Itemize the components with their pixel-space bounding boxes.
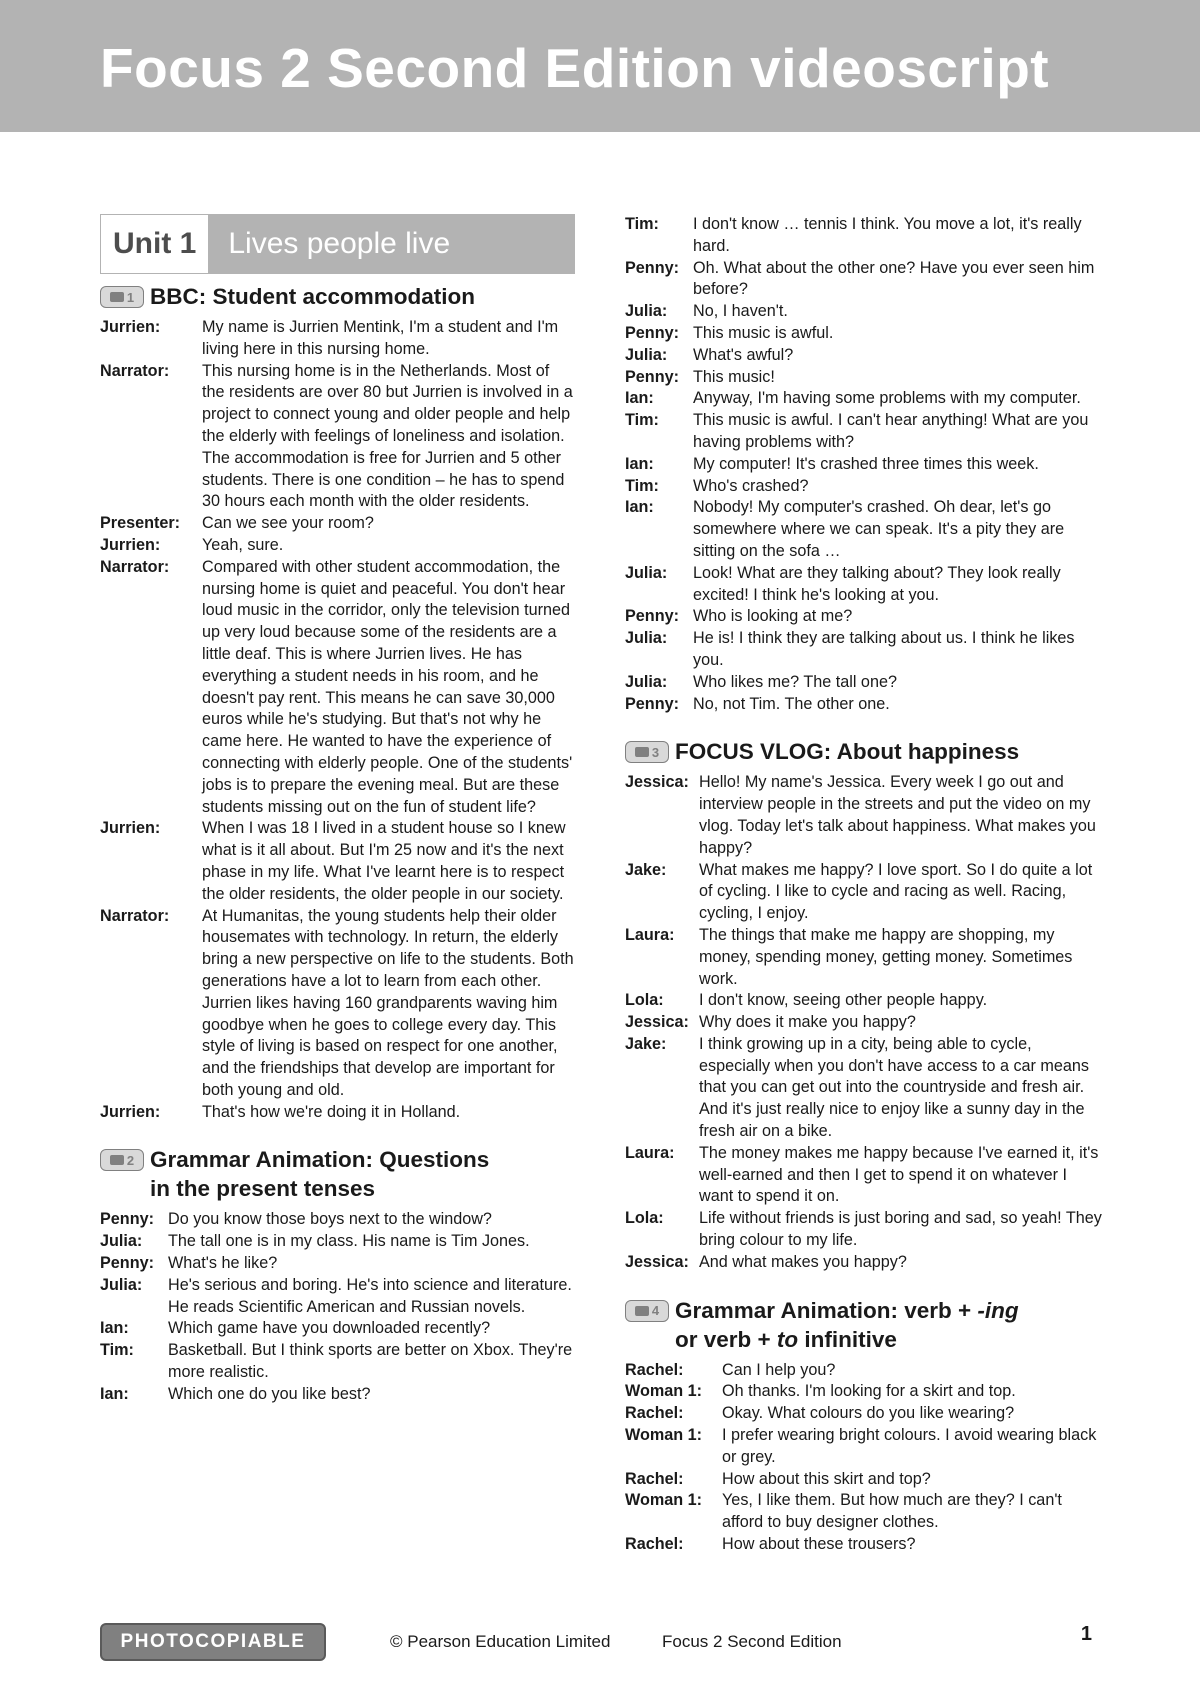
header-banner [0, 0, 1200, 132]
script-line [625, 1143, 1105, 1208]
dialogue-text: Which one do you like best? [168, 1384, 371, 1403]
speaker-name: Ian: [625, 498, 654, 517]
speaker-name: Julia: [625, 302, 668, 321]
unit-header [100, 214, 575, 274]
dialogue-text: Who is looking at me? [693, 607, 853, 626]
speaker-name: Jurrien: [100, 819, 161, 838]
copyright: © Pearson Education Limited [390, 1632, 611, 1651]
section-1-script [100, 317, 575, 1123]
speaker-name: Penny: [625, 367, 679, 386]
speaker-name: Jake: [625, 860, 667, 879]
script-line [625, 1425, 1105, 1469]
speaker-name: Julia: [625, 629, 668, 648]
dialogue-text: What's awful? [693, 345, 794, 364]
script-line [625, 214, 1105, 258]
dialogue-text: Anyway, I'm having some problems with my computer. [693, 389, 1081, 408]
dialogue-text: This music! [693, 367, 775, 386]
video-icon: 2 [100, 1149, 144, 1171]
speaker-name: Penny: [100, 1254, 154, 1273]
dialogue-text: Oh. What about the other one? Have you ever seen him before? [693, 258, 1095, 299]
speaker-name: Julia: [100, 1232, 143, 1251]
dialogue-text: I prefer wearing bright colours. I avoid wearing black or grey. [722, 1426, 1097, 1466]
script-line [100, 1231, 575, 1253]
speaker-name: Woman 1: [625, 1491, 703, 1510]
speaker-name: Tim: [100, 1341, 134, 1360]
dialogue-text: How about these trousers? [722, 1535, 916, 1554]
script-line [625, 1534, 1105, 1556]
dialogue-text: This music is awful. I can't hear anything! What are you having problems with? [693, 411, 1089, 451]
dialogue-text: Can I help you? [722, 1360, 836, 1379]
section-4-title: Grammar Animation: verb + -ing or verb + to infinitive [675, 1297, 1019, 1352]
speaker-name: Woman 1: [625, 1426, 703, 1445]
speaker-name: Jake: [625, 1034, 667, 1053]
video-icon: 3 [625, 741, 669, 763]
dialogue-text: What makes me happy? I love sport. So I do quite a lot of cycling. I like to cycle and racing as well. Racing, cycling, I enjoy. [699, 860, 1093, 923]
speaker-name: Ian: [625, 389, 654, 408]
left-column [100, 214, 575, 1406]
speaker-name: Narrator: [100, 361, 170, 380]
speaker-name: Rachel: [625, 1360, 684, 1379]
script-line [625, 1208, 1105, 1252]
script-line [100, 818, 575, 905]
script-line [625, 388, 1105, 410]
speaker-name: Laura: [625, 925, 675, 944]
script-line [625, 454, 1105, 476]
dialogue-text: No, I haven't. [693, 302, 788, 321]
dialogue-text: Basketball. But I think sports are better on Xbox. They're more realistic. [168, 1341, 573, 1382]
footer [100, 1623, 1100, 1663]
script-line [625, 672, 1105, 694]
speaker-name: Laura: [625, 1143, 675, 1162]
script-line [625, 563, 1105, 607]
video-icon: 4 [625, 1300, 669, 1322]
script-line [625, 1469, 1105, 1491]
dialogue-text: Why does it make you happy? [699, 1013, 916, 1032]
script-line [100, 1318, 575, 1340]
section-2-title: Grammar Animation: Questions in the present tenses [150, 1147, 490, 1202]
script-line [100, 906, 575, 1102]
dialogue-text: I think growing up in a city, being able to cycle, especially when you don't have access to a car means that you can get out into the countryside and fresh air. And it's just really nice to enjoy like a sunny day in the fresh air on a bike. [699, 1034, 1090, 1141]
section-3-script [625, 772, 1105, 1273]
dialogue-text: This nursing home is in the Netherlands. Most of the residents are over 80 but Jurrien is involved in a project to connect young and older people and help the elderly with feelings of loneliness and isolation. The accommodation is free for Jurrien and 5 other students. There is one condition – he has to spend 30 hours each month with the older residents. [202, 361, 573, 511]
dialogue-text: That's how we're doing it in Holland. [202, 1102, 461, 1121]
dialogue-text: Compared with other student accommodation, the nursing home is quiet and peaceful. You don't hear loud music in the corridor, only the television turned up very loud because some of the residents are a little deaf. This is where Jurrien lives. He has everything a student needs in his room, and he doesn't pay rent. This means he can save 30,000 euros while he's studying. But that's not why he came here. He wanted to have the experience of connecting with elderly people. One of the students' jobs is to prepare the evening meal. But are these students missing out on the fun of student life? [202, 557, 573, 816]
script-line [625, 1381, 1105, 1403]
script-line [625, 323, 1105, 345]
speaker-name: Julia: [625, 672, 668, 691]
script-line [625, 367, 1105, 389]
dialogue-text: The money makes me happy because I've earned it, it's well-earned and then I get to spend it on whatever I want to spend it on. [699, 1143, 1099, 1206]
speaker-name: Rachel: [625, 1404, 684, 1423]
section-1-heading [100, 282, 575, 311]
dialogue-text: No, not Tim. The other one. [693, 694, 890, 713]
speaker-name: Julia: [625, 563, 668, 582]
dialogue-text: He is! I think they are talking about us. I think he likes you. [693, 629, 1075, 669]
video-icon: 1 [100, 286, 144, 308]
script-line [625, 694, 1105, 716]
section-4-script [625, 1360, 1105, 1556]
unit-number: Unit 1 [101, 215, 208, 273]
section-2-script-continued [625, 214, 1105, 715]
section-2-heading [100, 1145, 575, 1203]
script-line [625, 476, 1105, 498]
speaker-name: Woman 1: [625, 1382, 703, 1401]
dialogue-text: And what makes you happy? [699, 1252, 907, 1271]
edition-label: Focus 2 Second Edition [662, 1632, 842, 1651]
speaker-name: Narrator: [100, 557, 170, 576]
speaker-name: Ian: [100, 1384, 129, 1403]
right-column [625, 214, 1105, 1556]
speaker-name: Presenter: [100, 514, 181, 533]
script-line [100, 513, 575, 535]
script-line [625, 1012, 1105, 1034]
speaker-name: Jurrien: [100, 535, 161, 554]
dialogue-text: Hello! My name's Jessica. Every week I go out and interview people in the streets and put the video on my vlog. Today let's talk about happiness. What makes you happy? [699, 773, 1096, 857]
dialogue-text: Nobody! My computer's crashed. Oh dear, let's go somewhere where we can speak. It's a pity they are sitting on the sofa … [693, 498, 1065, 560]
script-line [100, 1340, 575, 1384]
script-line [100, 1253, 575, 1275]
speaker-name: Penny: [625, 258, 679, 277]
page-number: 1 [1080, 1623, 1092, 1645]
speaker-name: Penny: [625, 607, 679, 626]
dialogue-text: How about this skirt and top? [722, 1469, 931, 1488]
script-line [625, 345, 1105, 367]
script-line [625, 628, 1105, 672]
speaker-name: Jessica: [625, 1013, 689, 1032]
script-line [100, 317, 575, 361]
script-line [100, 1384, 575, 1406]
script-line [625, 990, 1105, 1012]
dialogue-text: My computer! It's crashed three times this week. [693, 454, 1039, 473]
script-line [100, 557, 575, 819]
speaker-name: Rachel: [625, 1535, 684, 1554]
dialogue-text: Which game have you downloaded recently? [168, 1319, 491, 1338]
script-line [625, 258, 1105, 302]
speaker-name: Lola: [625, 991, 664, 1010]
script-line [625, 860, 1105, 925]
dialogue-text: Can we see your room? [202, 514, 374, 533]
speaker-name: Jurrien: [100, 1102, 161, 1121]
speaker-name: Tim: [625, 411, 659, 430]
photocopiable-badge: PHOTOCOPIABLE [100, 1623, 326, 1661]
dialogue-text: Yeah, sure. [202, 535, 284, 554]
script-line [625, 1252, 1105, 1274]
script-line [625, 410, 1105, 454]
dialogue-text: This music is awful. [693, 323, 834, 342]
speaker-name: Ian: [625, 454, 654, 473]
dialogue-text: My name is Jurrien Mentink, I'm a student and I'm living here in this nursing home. [202, 318, 559, 358]
section-1-title: BBC: Student accommodation [150, 284, 476, 309]
dialogue-text: Yes, I like them. But how much are they? I can't afford to buy designer clothes. [722, 1491, 1062, 1532]
script-line [625, 1034, 1105, 1143]
speaker-name: Tim: [625, 215, 659, 233]
speaker-name: Jessica: [625, 1252, 689, 1271]
speaker-name: Ian: [100, 1319, 129, 1338]
dialogue-text: Do you know those boys next to the window? [168, 1210, 492, 1229]
script-line [625, 606, 1105, 628]
speaker-name: Lola: [625, 1209, 664, 1228]
page-title: Focus 2 Second Edition videoscript [100, 37, 1050, 99]
script-line [100, 535, 575, 557]
speaker-name: Tim: [625, 476, 659, 495]
dialogue-text: Oh thanks. I'm looking for a skirt and top. [722, 1382, 1016, 1401]
dialogue-text: I don't know … tennis I think. You move a lot, it's really hard. [693, 215, 1082, 255]
speaker-name: Penny: [100, 1210, 154, 1229]
script-line [625, 497, 1105, 562]
speaker-name: Julia: [100, 1275, 143, 1294]
speaker-name: Penny: [625, 323, 679, 342]
script-line [100, 1209, 575, 1231]
dialogue-text: The tall one is in my class. His name is Tim Jones. [168, 1232, 530, 1251]
script-line [625, 925, 1105, 990]
script-line [100, 361, 575, 514]
script-line [625, 1403, 1105, 1425]
speaker-name: Jessica: [625, 773, 689, 792]
dialogue-text: Who likes me? The tall one? [693, 672, 897, 691]
speaker-name: Julia: [625, 345, 668, 364]
speaker-name: Rachel: [625, 1469, 684, 1488]
dialogue-text: Life without friends is just boring and sad, so yeah! They bring colour to my life. [699, 1209, 1102, 1250]
section-2-script [100, 1209, 575, 1405]
script-line [625, 301, 1105, 323]
dialogue-text: What's he like? [168, 1254, 278, 1273]
dialogue-text: At Humanitas, the young students help their older housemates with technology. In return, the elderly bring a new perspective on life to the students. Both generations have a lot to learn from each other. Jurrien likes having 160 grandparents waving him goodbye when he goes to college every day. This style of living is based on respect for one another, and the friendships that develop are important for both young and old. [202, 906, 574, 1099]
script-line [625, 1360, 1105, 1382]
dialogue-text: When I was 18 I lived in a student house so I knew what is it all about. But I'm 25 now and it's the next phase in my life. What I've learnt here is to respect the older residents, the older people in our society. [202, 819, 566, 903]
dialogue-text: He's serious and boring. He's into science and literature. He reads Scientific American and Russian novels. [168, 1275, 572, 1316]
dialogue-text: The things that make me happy are shopping, my money, spending money, getting money. Sometimes work. [699, 925, 1073, 988]
speaker-name: Penny: [625, 694, 679, 713]
speaker-name: Narrator: [100, 906, 170, 925]
dialogue-text: I don't know, seeing other people happy. [699, 991, 988, 1010]
dialogue-text: Okay. What colours do you like wearing? [722, 1404, 1015, 1423]
dialogue-text: Look! What are they talking about? They look really excited! I think he's looking at you. [693, 563, 1061, 604]
script-line [100, 1275, 575, 1319]
script-line [100, 1102, 575, 1124]
speaker-name: Jurrien: [100, 318, 161, 336]
script-line [625, 1490, 1105, 1534]
dialogue-text: Who's crashed? [693, 476, 809, 495]
section-3-title: FOCUS VLOG: About happiness [675, 739, 1020, 765]
section-4-heading [625, 1296, 1105, 1354]
section-3-heading [625, 737, 1105, 766]
script-line [625, 772, 1105, 859]
unit-title: Lives people live [208, 215, 574, 273]
